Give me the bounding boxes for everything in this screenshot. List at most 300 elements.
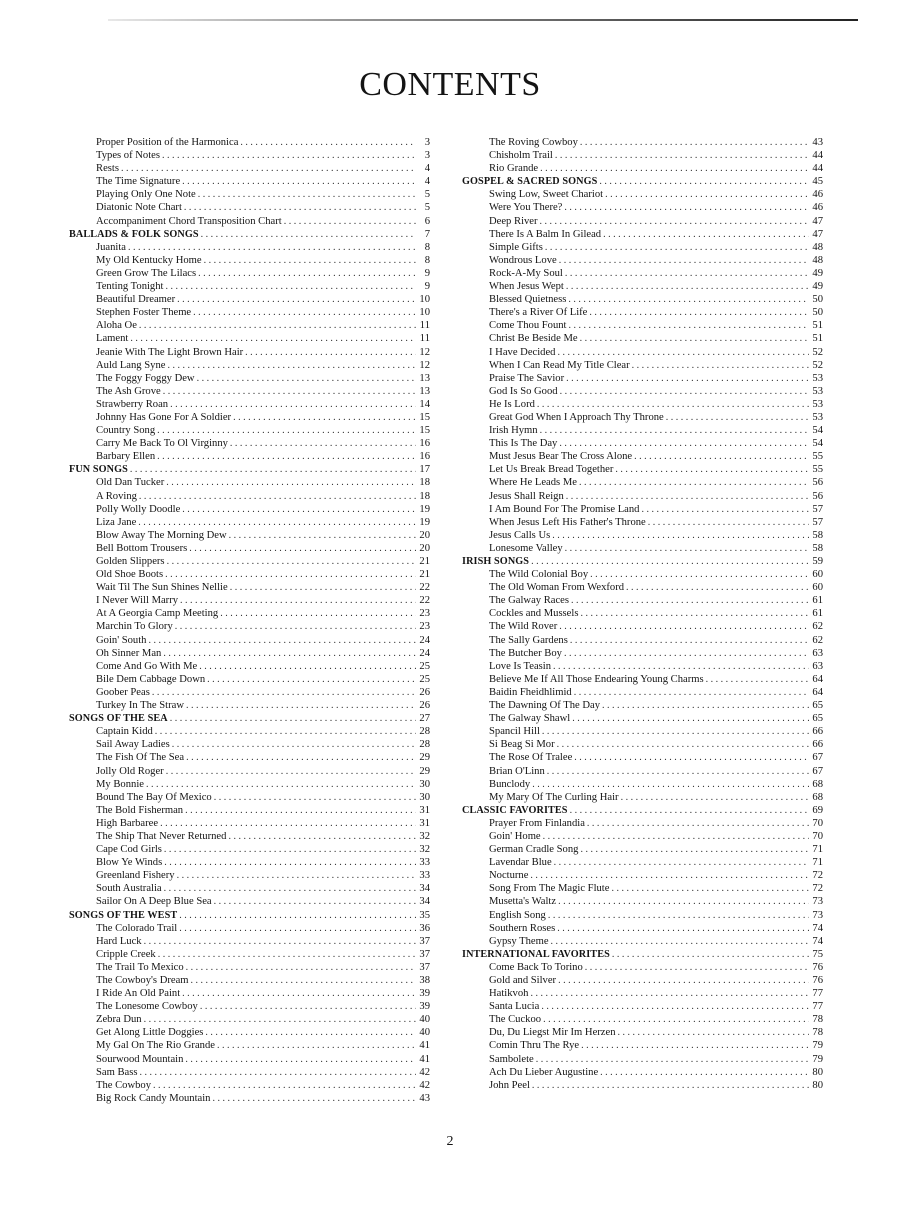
entry-title: Blessed Quietness bbox=[489, 294, 567, 306]
dot-leader bbox=[157, 424, 416, 437]
dot-leader bbox=[245, 346, 416, 359]
entry-page-number: 29 bbox=[419, 752, 430, 764]
toc-entry bbox=[462, 463, 823, 476]
entry-title: Come And Go With Me bbox=[96, 660, 198, 672]
entry-title: Diatonic Note Chart bbox=[96, 202, 182, 214]
entry-title: Golden Slippers bbox=[96, 556, 165, 567]
toc-entry bbox=[69, 162, 430, 175]
toc-entry bbox=[69, 411, 430, 424]
entry-title: I Never Will Marry bbox=[96, 595, 179, 607]
entry-page-number: 13 bbox=[419, 372, 430, 384]
entry-title: Proper Position of the Harmonica bbox=[96, 137, 239, 148]
entry-page-number: 34 bbox=[419, 883, 430, 895]
entry-page-number: 47 bbox=[812, 228, 823, 240]
toc-entry bbox=[462, 424, 823, 437]
entry-page-number: 17 bbox=[419, 464, 430, 476]
dot-leader bbox=[666, 411, 809, 424]
dot-leader bbox=[212, 1092, 416, 1105]
entry-title: Rock-A-My Soul bbox=[489, 267, 563, 279]
entry-title: Greenland Fishery bbox=[96, 870, 175, 882]
toc-section-heading bbox=[462, 948, 823, 961]
dot-leader bbox=[146, 778, 416, 791]
entry-title: Let Us Break Bread Together bbox=[489, 464, 614, 476]
entry-title: I Am Bound For The Promise Land bbox=[489, 503, 640, 515]
dot-leader bbox=[558, 974, 809, 987]
toc-entry bbox=[69, 620, 430, 633]
toc-entry bbox=[69, 503, 430, 516]
dot-leader bbox=[532, 778, 809, 791]
page-number: 2 bbox=[446, 1134, 454, 1149]
dot-leader bbox=[130, 463, 416, 476]
toc-entry bbox=[69, 359, 430, 372]
toc-entry bbox=[69, 594, 430, 607]
entry-title: Prayer From Finlandia bbox=[489, 817, 585, 829]
entry-title: My Gal On The Rio Grande bbox=[96, 1040, 215, 1052]
entry-title: Baidin Fheidhlimid bbox=[489, 686, 572, 698]
entry-page-number: 51 bbox=[812, 320, 823, 332]
dot-leader bbox=[542, 725, 809, 738]
entry-title: Types of Notes bbox=[96, 150, 160, 162]
toc-entry bbox=[69, 647, 430, 660]
entry-page-number: 21 bbox=[419, 556, 430, 567]
toc-entry bbox=[462, 162, 823, 175]
entry-title: The Lonesome Cowboy bbox=[96, 1001, 198, 1013]
dot-leader bbox=[558, 895, 809, 908]
dot-leader bbox=[566, 372, 809, 385]
dot-leader bbox=[547, 765, 809, 778]
dot-leader bbox=[170, 712, 416, 725]
dot-leader bbox=[163, 385, 416, 398]
dot-leader bbox=[590, 568, 809, 581]
toc-entry bbox=[462, 673, 823, 686]
dot-leader bbox=[200, 1000, 416, 1013]
toc-entry bbox=[69, 830, 430, 843]
toc-entry bbox=[69, 974, 430, 987]
entry-page-number: 42 bbox=[419, 1066, 430, 1078]
entry-title: The Sally Gardens bbox=[489, 634, 568, 646]
toc-section-heading bbox=[462, 804, 823, 817]
dot-leader bbox=[138, 516, 416, 529]
toc-entry bbox=[462, 529, 823, 542]
entry-title: This Is The Day bbox=[489, 438, 558, 450]
entry-title: Strawberry Roan bbox=[96, 398, 169, 410]
entry-page-number: 16 bbox=[419, 438, 430, 450]
entry-page-number: 56 bbox=[812, 490, 823, 502]
toc-entry bbox=[462, 634, 823, 647]
toc-entry bbox=[69, 869, 430, 882]
toc-entry bbox=[69, 660, 430, 673]
section-title: CLASSIC FAVORITES bbox=[462, 804, 568, 816]
toc-entry bbox=[69, 817, 430, 830]
dot-leader bbox=[152, 686, 416, 699]
entry-page-number: 18 bbox=[419, 477, 430, 489]
entry-title: There Is A Balm In Gilead bbox=[489, 228, 602, 240]
dot-leader bbox=[585, 961, 809, 974]
entry-title: The Wild Colonial Boy bbox=[489, 569, 589, 581]
entry-title: Lonesome Valley bbox=[489, 542, 563, 554]
toc-entry bbox=[69, 686, 430, 699]
entry-title: Jolly Old Roger bbox=[96, 765, 164, 777]
toc-entry bbox=[69, 385, 430, 398]
dot-leader bbox=[568, 293, 809, 306]
dot-leader bbox=[201, 228, 416, 241]
toc-entry bbox=[69, 476, 430, 489]
entry-title: The Foggy Foggy Dew bbox=[96, 372, 195, 384]
dot-leader bbox=[160, 817, 416, 830]
toc-entry bbox=[462, 647, 823, 660]
toc-entry bbox=[462, 620, 823, 633]
entry-page-number: 43 bbox=[419, 1092, 430, 1104]
entry-page-number: 14 bbox=[419, 398, 430, 410]
entry-title: Liza Jane bbox=[96, 516, 137, 528]
entry-page-number: 36 bbox=[419, 922, 430, 934]
entry-title: Get Along Little Doggies bbox=[96, 1027, 204, 1039]
toc-entry bbox=[69, 634, 430, 647]
entry-page-number: 58 bbox=[812, 529, 823, 541]
dot-leader bbox=[177, 293, 416, 306]
toc-entry bbox=[69, 725, 430, 738]
dot-leader bbox=[163, 647, 416, 660]
entry-page-number: 71 bbox=[812, 844, 823, 856]
entry-page-number: 49 bbox=[812, 281, 823, 293]
dot-leader bbox=[186, 961, 416, 974]
entry-title: Green Grow The Lilacs bbox=[96, 267, 197, 279]
entry-page-number: 66 bbox=[812, 726, 823, 738]
entry-title: The Cowboy's Dream bbox=[96, 975, 189, 986]
toc-entry bbox=[69, 267, 430, 280]
toc-entry bbox=[462, 188, 823, 201]
toc-section-heading bbox=[69, 712, 430, 725]
entry-page-number: 55 bbox=[812, 464, 823, 476]
entry-page-number: 37 bbox=[419, 961, 430, 973]
toc-section-heading bbox=[462, 175, 823, 188]
entry-title: Accompaniment Chord Transposition Chart bbox=[96, 215, 282, 227]
toc-entry bbox=[69, 882, 430, 895]
entry-page-number: 4 bbox=[424, 176, 430, 188]
entry-title: Blow Ye Winds bbox=[96, 857, 163, 869]
entry-title: Great God When I Approach Thy Throne bbox=[489, 411, 664, 423]
dot-leader bbox=[557, 738, 809, 751]
toc-entry bbox=[462, 922, 823, 935]
entry-page-number: 53 bbox=[812, 372, 823, 384]
entry-page-number: 61 bbox=[812, 595, 823, 607]
entry-page-number: 26 bbox=[419, 686, 430, 698]
entry-page-number: 42 bbox=[419, 1079, 430, 1091]
entry-page-number: 62 bbox=[812, 634, 823, 646]
entry-page-number: 32 bbox=[419, 844, 430, 856]
toc-entry bbox=[69, 568, 430, 581]
entry-page-number: 5 bbox=[424, 202, 430, 214]
dot-leader bbox=[230, 437, 416, 450]
entry-page-number: 58 bbox=[812, 542, 823, 554]
entry-title: Believe Me If All Those Endearing Young Charms bbox=[489, 673, 704, 685]
toc-entry bbox=[462, 476, 823, 489]
entry-page-number: 50 bbox=[812, 307, 823, 319]
dot-leader bbox=[186, 751, 416, 764]
entry-page-number: 54 bbox=[812, 425, 823, 437]
entry-title: The Time Signature bbox=[96, 176, 181, 188]
toc-entry bbox=[69, 1026, 430, 1039]
entry-page-number: 61 bbox=[812, 608, 823, 620]
dot-leader bbox=[199, 660, 416, 673]
entry-page-number: 44 bbox=[812, 150, 823, 162]
entry-page-number: 23 bbox=[419, 608, 430, 620]
entry-page-number: 27 bbox=[419, 713, 430, 725]
entry-page-number: 34 bbox=[419, 896, 430, 908]
dot-leader bbox=[177, 869, 416, 882]
dot-leader bbox=[140, 1066, 417, 1079]
entry-page-number: 10 bbox=[419, 307, 430, 319]
toc-entry bbox=[69, 529, 430, 542]
entry-title: Praise The Savior bbox=[489, 372, 565, 384]
dot-leader bbox=[284, 215, 416, 228]
toc-entry bbox=[69, 581, 430, 594]
entry-title: Song From The Magic Flute bbox=[489, 883, 610, 895]
entry-page-number: 57 bbox=[812, 503, 823, 515]
entry-page-number: 23 bbox=[419, 621, 430, 633]
entry-title: Brian O'Linn bbox=[489, 765, 545, 777]
toc-entry bbox=[462, 372, 823, 385]
entry-title: Love Is Teasin bbox=[489, 660, 552, 672]
dot-leader bbox=[165, 568, 416, 581]
entry-title: Juanita bbox=[96, 241, 127, 253]
dot-leader bbox=[233, 411, 416, 424]
dot-leader bbox=[555, 149, 809, 162]
dot-leader bbox=[170, 398, 416, 411]
entry-title: Marchin To Glory bbox=[96, 621, 173, 633]
entry-page-number: 4 bbox=[424, 163, 430, 175]
toc-entry bbox=[462, 411, 823, 424]
toc-entry bbox=[69, 895, 430, 908]
toc-entry bbox=[462, 843, 823, 856]
entry-title: The Galway Races bbox=[489, 595, 570, 607]
toc-entry bbox=[462, 660, 823, 673]
entry-page-number: 19 bbox=[419, 516, 430, 528]
entry-title: Jeanie With The Light Brown Hair bbox=[96, 346, 244, 358]
toc-entry bbox=[462, 201, 823, 214]
dot-leader bbox=[185, 1053, 416, 1066]
entry-page-number: 50 bbox=[812, 294, 823, 306]
toc-entry bbox=[69, 1092, 430, 1105]
entry-page-number: 67 bbox=[812, 752, 823, 764]
toc-entry bbox=[69, 306, 430, 319]
entry-page-number: 70 bbox=[812, 830, 823, 842]
entry-title: The Wild Rover bbox=[489, 621, 558, 633]
entry-title: Nocturne bbox=[489, 870, 529, 882]
dot-leader bbox=[214, 791, 416, 804]
entry-page-number: 41 bbox=[419, 1053, 430, 1065]
entry-title: The Old Woman From Wexford bbox=[489, 582, 625, 594]
entry-title: Bell Bottom Trousers bbox=[96, 542, 188, 554]
entry-page-number: 53 bbox=[812, 411, 823, 423]
toc-entry bbox=[462, 961, 823, 974]
entry-page-number: 52 bbox=[812, 346, 823, 358]
toc-entry bbox=[462, 1053, 823, 1066]
toc-entry bbox=[462, 699, 823, 712]
entry-title: Zebra Dun bbox=[96, 1014, 142, 1026]
toc-entry bbox=[69, 241, 430, 254]
dot-leader bbox=[164, 856, 416, 869]
entry-title: Wondrous Love bbox=[489, 254, 557, 266]
dot-leader bbox=[581, 1039, 809, 1052]
dot-leader bbox=[564, 647, 809, 660]
toc-entry bbox=[462, 490, 823, 503]
entry-title: Old Dan Tucker bbox=[96, 477, 165, 489]
entry-page-number: 46 bbox=[812, 202, 823, 214]
entry-title: Must Jesus Bear The Cross Alone bbox=[489, 451, 633, 463]
entry-title: Santa Lucia bbox=[489, 1001, 540, 1013]
entry-title: Du, Du Liegst Mir Im Herzen bbox=[489, 1027, 616, 1039]
dot-leader bbox=[204, 254, 416, 267]
entry-title: Hatikvoh bbox=[489, 988, 529, 1000]
toc-entry bbox=[69, 332, 430, 345]
entry-page-number: 80 bbox=[812, 1066, 823, 1078]
toc-entry bbox=[69, 699, 430, 712]
entry-title: Cripple Creek bbox=[96, 948, 156, 960]
dot-leader bbox=[611, 882, 809, 895]
toc-entry bbox=[462, 765, 823, 778]
entry-page-number: 74 bbox=[812, 922, 823, 934]
toc-entry bbox=[69, 424, 430, 437]
entry-title: Bound The Bay Of Mexico bbox=[96, 791, 212, 803]
dot-leader bbox=[554, 856, 809, 869]
entry-page-number: 28 bbox=[419, 726, 430, 738]
entry-title: The Butcher Boy bbox=[489, 647, 562, 659]
entry-page-number: 66 bbox=[812, 739, 823, 751]
entry-page-number: 48 bbox=[812, 254, 823, 266]
dot-leader bbox=[580, 332, 809, 345]
top-rule bbox=[108, 19, 858, 21]
entry-title: The Rose Of Tralee bbox=[489, 752, 573, 764]
dot-leader bbox=[230, 581, 416, 594]
entry-page-number: 33 bbox=[419, 870, 430, 882]
dot-leader bbox=[570, 634, 809, 647]
toc-entry bbox=[69, 201, 430, 214]
dot-leader bbox=[564, 201, 809, 214]
entry-title: The Colorado Trail bbox=[96, 922, 178, 934]
entry-title: Beautiful Dreamer bbox=[96, 294, 176, 306]
dot-leader bbox=[157, 450, 416, 463]
dot-leader bbox=[589, 306, 809, 319]
entry-page-number: 10 bbox=[419, 294, 430, 306]
entry-title: Gold and Silver bbox=[489, 975, 557, 986]
dot-leader bbox=[191, 974, 416, 987]
toc-entry bbox=[462, 895, 823, 908]
toc-entry bbox=[462, 1000, 823, 1013]
entry-page-number: 24 bbox=[419, 634, 430, 646]
entry-page-number: 18 bbox=[419, 490, 430, 502]
toc-entry bbox=[462, 909, 823, 922]
toc-entry bbox=[462, 319, 823, 332]
entry-title: There's a River Of Life bbox=[489, 307, 588, 319]
dot-leader bbox=[602, 699, 809, 712]
toc-entry bbox=[69, 987, 430, 1000]
entry-page-number: 31 bbox=[419, 817, 430, 829]
dot-leader bbox=[570, 804, 809, 817]
entry-page-number: 73 bbox=[812, 896, 823, 908]
entry-title: A Roving bbox=[96, 490, 137, 502]
entry-title: Comin Thru The Rye bbox=[489, 1040, 580, 1052]
toc-entry bbox=[69, 555, 430, 568]
page-title: CONTENTS bbox=[359, 66, 541, 103]
entry-title: Rio Grande bbox=[489, 163, 539, 175]
toc-entry bbox=[69, 922, 430, 935]
toc-entry bbox=[462, 385, 823, 398]
toc-entry bbox=[462, 1039, 823, 1052]
entry-page-number: 29 bbox=[419, 765, 430, 777]
entry-page-number: 32 bbox=[419, 830, 430, 842]
toc-entry bbox=[462, 725, 823, 738]
toc-entry bbox=[462, 359, 823, 372]
entry-page-number: 25 bbox=[419, 673, 430, 685]
entry-page-number: 6 bbox=[424, 215, 430, 227]
toc-entry bbox=[462, 398, 823, 411]
dot-leader bbox=[648, 516, 809, 529]
dot-leader bbox=[530, 869, 809, 882]
toc-entry bbox=[462, 280, 823, 293]
toc-entry bbox=[69, 673, 430, 686]
dot-leader bbox=[229, 529, 416, 542]
section-title: GOSPEL & SACRED SONGS bbox=[462, 176, 598, 188]
toc-entry bbox=[462, 568, 823, 581]
entry-title: German Cradle Song bbox=[489, 844, 579, 856]
dot-leader bbox=[217, 1039, 416, 1052]
entry-page-number: 77 bbox=[812, 1001, 823, 1013]
dot-leader bbox=[205, 1026, 416, 1039]
dot-leader bbox=[167, 359, 416, 372]
entry-title: Oh Sinner Man bbox=[96, 647, 162, 659]
entry-page-number: 47 bbox=[812, 215, 823, 227]
entry-title: Hard Luck bbox=[96, 935, 142, 947]
entry-page-number: 44 bbox=[812, 163, 823, 175]
entry-title: Spancil Hill bbox=[489, 726, 540, 738]
toc-entry bbox=[69, 437, 430, 450]
entry-title: Jesus Calls Us bbox=[489, 529, 551, 541]
dot-leader bbox=[565, 542, 809, 555]
dot-leader bbox=[531, 555, 809, 568]
entry-page-number: 16 bbox=[419, 451, 430, 463]
entry-title: Lavendar Blue bbox=[489, 857, 552, 869]
toc-entry bbox=[69, 254, 430, 267]
entry-page-number: 56 bbox=[812, 477, 823, 489]
entry-page-number: 71 bbox=[812, 857, 823, 869]
entry-title: Cockles and Mussels bbox=[489, 608, 579, 620]
entry-page-number: 70 bbox=[812, 817, 823, 829]
dot-leader bbox=[634, 450, 809, 463]
dot-leader bbox=[536, 1053, 809, 1066]
toc-entry bbox=[462, 581, 823, 594]
dot-leader bbox=[540, 162, 809, 175]
toc-entry bbox=[69, 856, 430, 869]
toc-entry bbox=[69, 1013, 430, 1026]
dot-leader bbox=[605, 188, 809, 201]
entry-page-number: 5 bbox=[424, 189, 430, 201]
entry-page-number: 78 bbox=[812, 1014, 823, 1026]
entry-title: Sail Away Ladies bbox=[96, 739, 170, 751]
entry-page-number: 76 bbox=[812, 961, 823, 973]
entry-title: Stephen Foster Theme bbox=[96, 307, 192, 319]
entry-title: Bile Dem Cabbage Down bbox=[96, 673, 206, 685]
entry-title: English Song bbox=[489, 909, 546, 921]
entry-page-number: 37 bbox=[419, 935, 430, 947]
entry-page-number: 25 bbox=[419, 660, 430, 672]
toc-entry bbox=[69, 843, 430, 856]
entry-title: Rests bbox=[96, 163, 119, 175]
dot-leader bbox=[532, 1079, 809, 1092]
toc-entry bbox=[69, 149, 430, 162]
toc-entry bbox=[462, 974, 823, 987]
dot-leader bbox=[220, 607, 416, 620]
